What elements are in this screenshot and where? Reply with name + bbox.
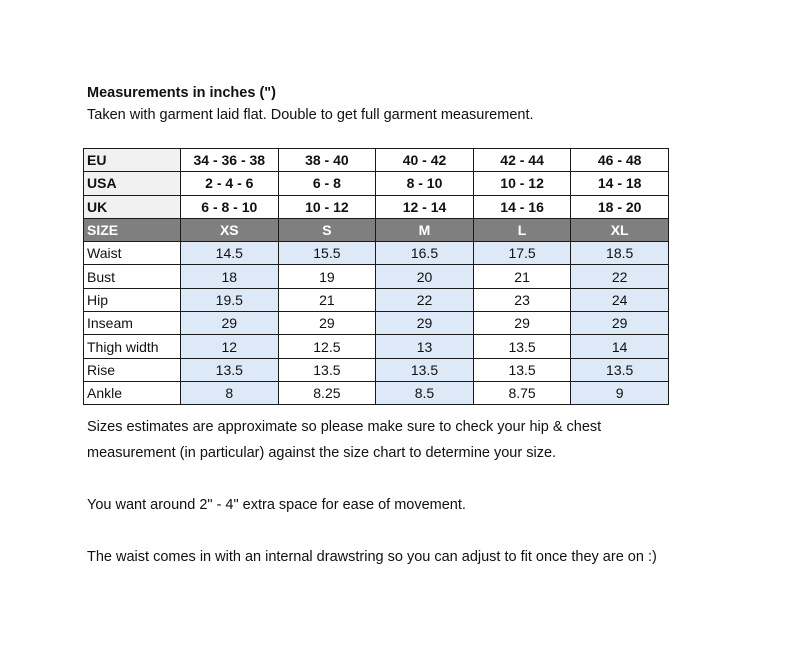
table-cell: 8.5 <box>376 381 474 404</box>
table-row-eu <box>84 149 669 172</box>
row-label: UK <box>84 195 181 218</box>
table-cell: 19.5 <box>181 288 279 311</box>
page-title: Measurements in inches (") <box>87 85 276 101</box>
table-cell: 21 <box>278 288 376 311</box>
size-estimate-note: Sizes estimates are approximate so please make sure to check your hip & chest measurement (in particular) against the size chart to determine your size. <box>87 419 602 461</box>
table-cell: 38 - 40 <box>278 149 376 172</box>
table-cell: 29 <box>278 312 376 335</box>
ease-note: You want around 2" - 4" extra space for ease of movement. <box>87 497 466 513</box>
table-cell: 13.5 <box>376 358 474 381</box>
table-cell: L <box>473 218 571 241</box>
table-cell: 29 <box>181 312 279 335</box>
table-row-usa <box>84 172 669 195</box>
table-cell: 13.5 <box>278 358 376 381</box>
row-label: Waist <box>84 242 181 265</box>
size-chart-table <box>83 148 669 405</box>
table-cell: 23 <box>473 288 571 311</box>
table-cell: 13.5 <box>571 358 669 381</box>
table-cell: 20 <box>376 265 474 288</box>
table-cell: 10 - 12 <box>473 172 571 195</box>
table-cell: 13 <box>376 335 474 358</box>
table-row-waist <box>84 242 669 265</box>
table-cell: S <box>278 218 376 241</box>
table-cell: 13.5 <box>473 335 571 358</box>
table-cell: 8.25 <box>278 381 376 404</box>
table-cell: 12 <box>181 335 279 358</box>
table-cell: 12.5 <box>278 335 376 358</box>
table-cell: 13.5 <box>181 358 279 381</box>
drawstring-note: The waist comes in with an internal drawstring so you can adjust to fit once they are on :) <box>87 549 657 565</box>
table-row-thigh-width <box>84 335 669 358</box>
table-cell: 17.5 <box>473 242 571 265</box>
row-label: Ankle <box>84 381 181 404</box>
table-cell: 12 - 14 <box>376 195 474 218</box>
table-cell: 18 <box>181 265 279 288</box>
table-cell: 8.75 <box>473 381 571 404</box>
table-row-inseam <box>84 312 669 335</box>
table-row-uk <box>84 195 669 218</box>
row-label: Thigh width <box>84 335 181 358</box>
row-label: Inseam <box>84 312 181 335</box>
row-label: EU <box>84 149 181 172</box>
table-cell: 21 <box>473 265 571 288</box>
table-row-rise <box>84 358 669 381</box>
table-cell: 9 <box>571 381 669 404</box>
table-row-size <box>84 218 669 241</box>
table-row-bust <box>84 265 669 288</box>
table-cell: 18.5 <box>571 242 669 265</box>
table-cell: XL <box>571 218 669 241</box>
table-row-ankle <box>84 381 669 404</box>
row-label: SIZE <box>84 218 181 241</box>
table-cell: 29 <box>571 312 669 335</box>
table-cell: 2 - 4 - 6 <box>181 172 279 195</box>
table-cell: 15.5 <box>278 242 376 265</box>
table-row-hip <box>84 288 669 311</box>
table-cell: M <box>376 218 474 241</box>
table-cell: 29 <box>376 312 474 335</box>
table-cell: 16.5 <box>376 242 474 265</box>
table-cell: 6 - 8 <box>278 172 376 195</box>
table-cell: 42 - 44 <box>473 149 571 172</box>
table-cell: 46 - 48 <box>571 149 669 172</box>
table-cell: 34 - 36 - 38 <box>181 149 279 172</box>
row-label: Hip <box>84 288 181 311</box>
table-cell: 22 <box>571 265 669 288</box>
table-cell: 24 <box>571 288 669 311</box>
table-cell: 14.5 <box>181 242 279 265</box>
table-cell: 10 - 12 <box>278 195 376 218</box>
table-cell: 14 - 18 <box>571 172 669 195</box>
table-cell: 14 <box>571 335 669 358</box>
table-cell: 6 - 8 - 10 <box>181 195 279 218</box>
table-cell: 29 <box>473 312 571 335</box>
page-subtitle: Taken with garment laid flat. Double to get full garment measurement. <box>87 107 534 123</box>
table-cell: 22 <box>376 288 474 311</box>
table-cell: XS <box>181 218 279 241</box>
table-cell: 40 - 42 <box>376 149 474 172</box>
table-cell: 14 - 16 <box>473 195 571 218</box>
table-cell: 13.5 <box>473 358 571 381</box>
table-cell: 18 - 20 <box>571 195 669 218</box>
row-label: Bust <box>84 265 181 288</box>
table-cell: 8 - 10 <box>376 172 474 195</box>
table-cell: 19 <box>278 265 376 288</box>
row-label: Rise <box>84 358 181 381</box>
table-cell: 8 <box>181 381 279 404</box>
row-label: USA <box>84 172 181 195</box>
